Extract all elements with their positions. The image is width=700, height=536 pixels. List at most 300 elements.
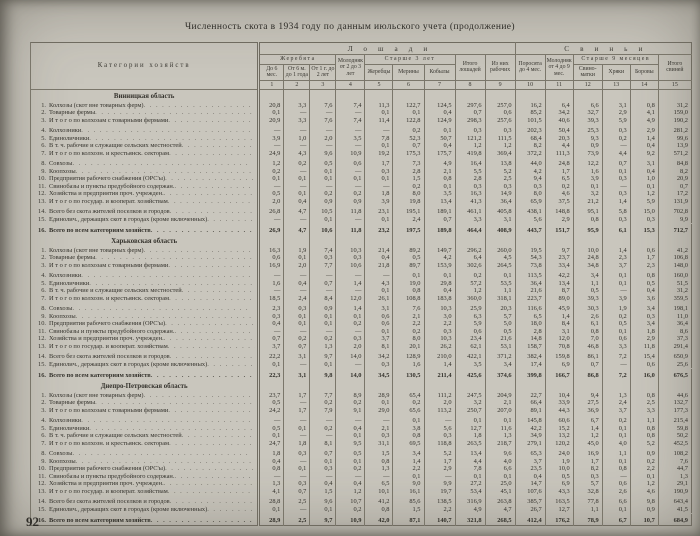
value-cell: 8,2	[658, 168, 691, 176]
value-cell: 45,9	[545, 302, 573, 313]
value-cell: 0,2	[284, 157, 310, 168]
value-cell: 297,6	[455, 102, 485, 110]
value-cell: 3,4	[485, 361, 515, 369]
value-cell: 0,8	[365, 506, 393, 514]
value-cell: 1,7	[284, 392, 310, 400]
row-label: 14. Всего без скота жителей поселков и городов . . .	[31, 495, 259, 506]
empty-cell	[545, 235, 573, 247]
value-cell: 0,7	[424, 216, 455, 224]
value-cell: 0,3	[310, 254, 336, 262]
value-cell: 0,4	[630, 142, 658, 150]
value-cell: 0,3	[259, 313, 284, 321]
value-cell: 0,2	[336, 399, 365, 407]
row-label: 9. Коопхозы . . .	[31, 313, 259, 321]
group-header-horses: Лошади	[259, 43, 515, 55]
empty-cell	[259, 89, 284, 102]
value-cell: 0,8	[630, 102, 658, 110]
table-row	[31, 102, 692, 110]
empty-cell	[393, 380, 424, 392]
value-cell: 189,1	[424, 205, 455, 216]
value-cell: 8,1	[310, 440, 336, 448]
table-row	[31, 254, 692, 262]
value-cell: 1,6	[393, 361, 424, 369]
empty-cell	[602, 235, 630, 247]
value-cell: 22,7	[515, 392, 545, 400]
row-label: 10. Предприятия рабочего снабжения (ОРС'ы) . . .	[31, 465, 259, 473]
value-cell: 0,4	[284, 198, 310, 206]
col-header-sows: Свино-матки	[573, 64, 602, 80]
value-cell: 0,6	[336, 157, 365, 168]
row-label: 12. Хозяйства и предприятия проч. учрежден. . . .	[31, 190, 259, 198]
value-cell: 99,6	[658, 135, 691, 143]
value-cell: 1,2	[336, 488, 365, 496]
value-cell: 113,5	[515, 269, 545, 280]
value-cell: 3,7	[259, 343, 284, 351]
value-cell: 0,1	[602, 328, 630, 336]
value-cell: 23,4	[455, 335, 485, 343]
value-cell: 86,8	[573, 369, 602, 380]
value-cell: —	[602, 142, 630, 150]
value-cell: 0,9	[310, 198, 336, 206]
value-cell: —	[336, 168, 365, 176]
value-cell: 16,4	[455, 157, 485, 168]
row-label: 10. Предприятия рабочего снабжения (ОРС'ы) . . .	[31, 175, 259, 183]
row-label: 7. И т о г о по колхозн. и крестьянск. секторам . . .	[31, 440, 259, 448]
value-cell: 32,7	[573, 109, 602, 117]
value-cell: 0,2	[310, 399, 336, 407]
value-cell: 0,1	[602, 280, 630, 288]
value-cell: —	[259, 328, 284, 336]
value-cell: —	[336, 328, 365, 336]
value-cell: 9,2	[630, 150, 658, 158]
value-cell: 0,6	[455, 328, 485, 336]
value-cell: 0,2	[284, 335, 310, 343]
value-cell: 0,3	[284, 302, 310, 313]
row-label: 9. Коопхозы . . .	[31, 458, 259, 466]
value-cell: 1,3	[310, 343, 336, 351]
empty-cell	[424, 235, 455, 247]
value-cell: 1,9	[602, 302, 630, 313]
value-cell: 23,7	[545, 254, 573, 262]
table-row	[31, 157, 692, 168]
value-cell: 10,0	[545, 465, 573, 473]
table-row	[31, 183, 692, 191]
value-cell: 7,3	[393, 157, 424, 168]
value-cell: 8,0	[393, 335, 424, 343]
value-cell: 6,5	[515, 313, 545, 321]
value-cell: 166,7	[545, 369, 573, 380]
value-cell: 0,1	[455, 414, 485, 425]
value-cell: 177,3	[658, 407, 691, 415]
value-cell: 1,0	[630, 175, 658, 183]
value-cell: 412,4	[515, 514, 545, 526]
value-cell: 0,1	[485, 269, 515, 280]
value-cell: 296,2	[455, 247, 485, 255]
value-cell: 145,8	[515, 414, 545, 425]
value-cell: 148,0	[658, 262, 691, 270]
value-cell: —	[424, 473, 455, 481]
value-cell: 0,1	[602, 269, 630, 280]
column-number: 9	[485, 80, 515, 89]
value-cell: 16,1	[393, 488, 424, 496]
value-cell: —	[602, 183, 630, 191]
value-cell: 4,0	[485, 458, 515, 466]
table-row	[31, 287, 692, 295]
value-cell: —	[284, 361, 310, 369]
value-cell: 3,1	[485, 216, 515, 224]
value-cell: 1,5	[365, 447, 393, 458]
value-cell: 0,1	[365, 109, 393, 117]
empty-cell	[259, 235, 284, 247]
value-cell: 452,5	[658, 440, 691, 448]
value-cell: 65,9	[515, 198, 545, 206]
table-row	[31, 425, 692, 433]
col-header-young-2-3: Молодняк от 2 до 3 лет	[336, 55, 365, 80]
value-cell: 360,0	[455, 295, 485, 303]
value-cell: 12,7	[545, 506, 573, 514]
value-cell: 0,8	[365, 458, 393, 466]
value-cell: 0,1	[310, 168, 336, 176]
value-cell: 3,1	[284, 369, 310, 380]
value-cell: 41,2	[658, 247, 691, 255]
empty-cell	[284, 235, 310, 247]
empty-cell	[284, 89, 310, 102]
value-cell: 0,2	[310, 190, 336, 198]
value-cell: 6,5	[545, 175, 573, 183]
value-cell: 12,2	[573, 157, 602, 168]
table-row	[31, 175, 692, 183]
value-cell: 159,8	[545, 350, 573, 361]
col-header-total-horses: Итого лошадей	[455, 55, 485, 80]
value-cell: 0,1	[630, 183, 658, 191]
page-number: 92	[26, 514, 39, 529]
value-cell: 6,4	[455, 254, 485, 262]
value-cell: 42,0	[365, 514, 393, 526]
value-cell: 10,0	[573, 247, 602, 255]
value-cell: 1,2	[259, 157, 284, 168]
section-header: Харьковская область	[31, 235, 259, 247]
value-cell: 0,1	[336, 458, 365, 466]
value-cell: 9,6	[310, 495, 336, 506]
table-body	[31, 89, 692, 525]
value-cell: 23,2	[365, 224, 393, 235]
value-cell: 11,4	[365, 117, 393, 125]
value-cell: 11,8	[630, 343, 658, 351]
value-cell: 0,7	[284, 343, 310, 351]
value-cell: 0,1	[365, 175, 393, 183]
table-row	[31, 280, 692, 288]
row-label: 13. И т о г о по государ. и кооперат. хозяйствам . . .	[31, 343, 259, 351]
value-cell: 0,5	[573, 287, 602, 295]
value-cell: 5,5	[455, 168, 485, 176]
value-cell: 2,1	[485, 399, 515, 407]
row-label: 9. Коопхозы . . .	[31, 168, 259, 176]
value-cell: 8,4	[310, 295, 336, 303]
value-cell: 1,1	[630, 414, 658, 425]
value-cell: 14,0	[336, 369, 365, 380]
value-cell: 0,1	[259, 506, 284, 514]
value-cell: —	[365, 124, 393, 135]
value-cell: 24,0	[545, 447, 573, 458]
empty-cell	[455, 235, 485, 247]
empty-cell	[602, 380, 630, 392]
value-cell: 118,8	[424, 440, 455, 448]
empty-cell	[310, 89, 336, 102]
value-cell: 408,9	[485, 224, 515, 235]
value-cell: 2,9	[424, 465, 455, 473]
value-cell: 3,7	[602, 262, 630, 270]
value-cell: 0,1	[393, 414, 424, 425]
value-cell: 121,2	[455, 135, 485, 143]
value-cell: 89,2	[393, 247, 424, 255]
value-cell: 3,0	[424, 313, 455, 321]
row-label: 3. И т о г о по колхозам с товарными фермами . . .	[31, 262, 259, 270]
value-cell: 46,8	[573, 343, 602, 351]
row-label: 5. Единоличники . . .	[31, 135, 259, 143]
table-row	[31, 142, 692, 150]
value-cell: 0,3	[602, 216, 630, 224]
value-cell: 4,7	[284, 224, 310, 235]
value-cell: 195,1	[393, 205, 424, 216]
value-cell: 73,8	[515, 262, 545, 270]
value-cell: 9,0	[393, 480, 424, 488]
value-cell: 10,9	[336, 150, 365, 158]
value-cell: 3,2	[455, 399, 485, 407]
value-cell: 0,9	[630, 447, 658, 458]
value-cell: —	[284, 168, 310, 176]
value-cell: 23,5	[515, 465, 545, 473]
value-cell: 0,1	[259, 175, 284, 183]
value-cell: 374,6	[485, 369, 515, 380]
value-cell: —	[259, 269, 284, 280]
table-row	[31, 432, 692, 440]
value-cell: 51,5	[658, 280, 691, 288]
empty-cell	[602, 89, 630, 102]
value-cell: 11,8	[336, 205, 365, 216]
value-cell: 0,8	[630, 425, 658, 433]
value-cell: 59,8	[658, 425, 691, 433]
col-header-hogs: Боровы	[630, 64, 658, 80]
value-cell: 0,2	[336, 465, 365, 473]
value-cell: 2,5	[284, 514, 310, 526]
value-cell: 0,8	[424, 175, 455, 183]
value-cell: 39,3	[573, 295, 602, 303]
value-cell: 268,5	[485, 514, 515, 526]
value-cell: 7,8	[455, 465, 485, 473]
value-cell: —	[336, 287, 365, 295]
value-cell: 2,6	[602, 488, 630, 496]
value-cell: 0,2	[545, 183, 573, 191]
column-number: 14	[630, 80, 658, 89]
empty-cell	[515, 89, 545, 102]
value-cell: —	[284, 287, 310, 295]
value-cell: 0,8	[573, 328, 602, 336]
value-cell: 36,4	[485, 198, 515, 206]
value-cell: 2,9	[545, 216, 573, 224]
value-cell: 18,0	[515, 320, 545, 328]
value-cell: 8,6	[658, 328, 691, 336]
value-cell: 0,8	[393, 287, 424, 295]
value-cell: 24,9	[259, 150, 284, 158]
row-label: 16. Всего по всем категориям хозяйств . . .	[31, 224, 259, 235]
value-cell: 0,3	[424, 432, 455, 440]
value-cell: 9,7	[545, 247, 573, 255]
row-label: 6. В т. ч. рабочие и служащие сельских местностей . . .	[31, 142, 259, 150]
table-row	[31, 190, 692, 198]
value-cell: 2,2	[424, 320, 455, 328]
value-cell: 11,8	[336, 224, 365, 235]
value-cell: 0,7	[284, 488, 310, 496]
empty-cell	[365, 235, 393, 247]
value-cell: 0,3	[602, 175, 630, 183]
value-cell: 0,8	[630, 269, 658, 280]
value-cell: 4,7	[485, 506, 515, 514]
value-cell: 44,3	[545, 407, 573, 415]
value-cell: 36,4	[515, 280, 545, 288]
value-cell: 2,8	[515, 328, 545, 336]
empty-cell	[545, 89, 573, 102]
value-cell: 0,3	[515, 183, 545, 191]
value-cell: 5,0	[485, 320, 515, 328]
page-title: Численность скота в 1934 году по данным июльского учета (продолжение)	[184, 22, 515, 32]
value-cell: 42,2	[545, 269, 573, 280]
table-row	[31, 302, 692, 313]
value-cell: 464,4	[455, 224, 485, 235]
empty-cell	[365, 380, 393, 392]
value-cell: 0,4	[424, 287, 455, 295]
table-row	[31, 407, 692, 415]
value-cell: 0,3	[602, 124, 630, 135]
value-cell: 37,3	[658, 335, 691, 343]
value-cell: 0,6	[365, 320, 393, 328]
value-cell: 321,8	[455, 514, 485, 526]
value-cell: 124,5	[424, 102, 455, 110]
value-cell: 8,0	[515, 190, 545, 198]
value-cell: 160,0	[658, 269, 691, 280]
value-cell: 34,9	[515, 432, 545, 440]
value-cell: —	[284, 458, 310, 466]
value-cell: 16,3	[455, 190, 485, 198]
value-cell: 0,3	[485, 124, 515, 135]
value-cell: 25,3	[573, 124, 602, 135]
value-cell: —	[336, 142, 365, 150]
value-cell: 2,2	[393, 465, 424, 473]
table-row	[31, 350, 692, 361]
value-cell: 0,5	[485, 328, 515, 336]
value-cell: 3,5	[455, 361, 485, 369]
section-row	[31, 235, 692, 247]
value-cell: 0,1	[424, 124, 455, 135]
col-header-stallions: Жеребцы	[365, 64, 393, 80]
value-cell: 223,7	[515, 295, 545, 303]
value-cell: 0,6	[602, 480, 630, 488]
value-cell: 202,3	[515, 124, 545, 135]
value-cell: 0,5	[602, 320, 630, 328]
value-cell: 3,4	[573, 269, 602, 280]
table-row	[31, 117, 692, 125]
value-cell: 53,1	[485, 343, 515, 351]
value-cell: 9,9	[658, 216, 691, 224]
value-cell: 5,2	[485, 168, 515, 176]
value-cell: 24,8	[573, 254, 602, 262]
value-cell: 8,4	[545, 320, 573, 328]
value-cell: 0,1	[259, 432, 284, 440]
value-cell: 10,5	[310, 205, 336, 216]
section-header: Винницкая область	[31, 89, 259, 102]
row-label: 1. Колхозы (скот вне товарных ферм) . . .	[31, 102, 259, 110]
value-cell: 0,3	[455, 183, 485, 191]
table-row	[31, 262, 692, 270]
value-cell: 31,1	[365, 440, 393, 448]
value-cell: 10,7	[630, 514, 658, 526]
value-cell: 257,6	[485, 117, 515, 125]
value-cell: 0,9	[573, 142, 602, 150]
value-cell: —	[310, 142, 336, 150]
value-cell: —	[259, 414, 284, 425]
value-cell: 2,8	[393, 168, 424, 176]
value-cell: 3,9	[365, 198, 393, 206]
value-cell: 42,2	[515, 425, 545, 433]
value-cell: 0,6	[485, 109, 515, 117]
value-cell: 4,1	[259, 488, 284, 496]
value-cell: 1,7	[284, 407, 310, 415]
value-cell: 1,7	[545, 168, 573, 176]
value-cell: —	[424, 414, 455, 425]
value-cell: 3,7	[515, 458, 545, 466]
value-cell: 4,6	[545, 190, 573, 198]
value-cell: 175,3	[393, 150, 424, 158]
value-cell: 60,6	[545, 414, 573, 425]
value-cell: 0,1	[602, 168, 630, 176]
empty-cell	[573, 235, 602, 247]
value-cell: 4,4	[602, 150, 630, 158]
value-cell: 0,1	[365, 287, 393, 295]
row-label: 6. В т. ч. рабочие и служащие сельских местностей . . .	[31, 432, 259, 440]
value-cell: 6,7	[602, 514, 630, 526]
empty-cell	[336, 89, 365, 102]
value-cell: 9,9	[424, 480, 455, 488]
value-cell: 382,4	[515, 350, 545, 361]
value-cell: 3,1	[630, 157, 658, 168]
value-cell: 197,5	[393, 224, 424, 235]
table-row	[31, 313, 692, 321]
value-cell: 116,6	[515, 302, 545, 313]
value-cell: 131,9	[658, 198, 691, 206]
value-cell: 1,2	[630, 190, 658, 198]
table-row	[31, 440, 692, 448]
value-cell: 2,1	[365, 425, 393, 433]
value-cell: 0,1	[310, 361, 336, 369]
value-cell: 0,1	[393, 109, 424, 117]
column-number: 1	[259, 80, 284, 89]
value-cell: 1,3	[259, 480, 284, 488]
value-cell: 7,9	[310, 407, 336, 415]
row-label: 1. Колхозы (скот вне товарных ферм) . . .	[31, 247, 259, 255]
value-cell: 23,1	[365, 205, 393, 216]
value-cell: 0,1	[310, 506, 336, 514]
value-cell: 107,6	[515, 488, 545, 496]
value-cell: 108,8	[393, 295, 424, 303]
value-cell: 0,3	[365, 168, 393, 176]
table-row	[31, 198, 692, 206]
value-cell: 9,1	[336, 407, 365, 415]
value-cell: 0,1	[365, 399, 393, 407]
value-cell: 0,2	[310, 425, 336, 433]
value-cell: 0,1	[602, 506, 630, 514]
value-cell: 263,8	[485, 495, 515, 506]
value-cell: 8,0	[393, 190, 424, 198]
value-cell: 211,4	[424, 369, 455, 380]
